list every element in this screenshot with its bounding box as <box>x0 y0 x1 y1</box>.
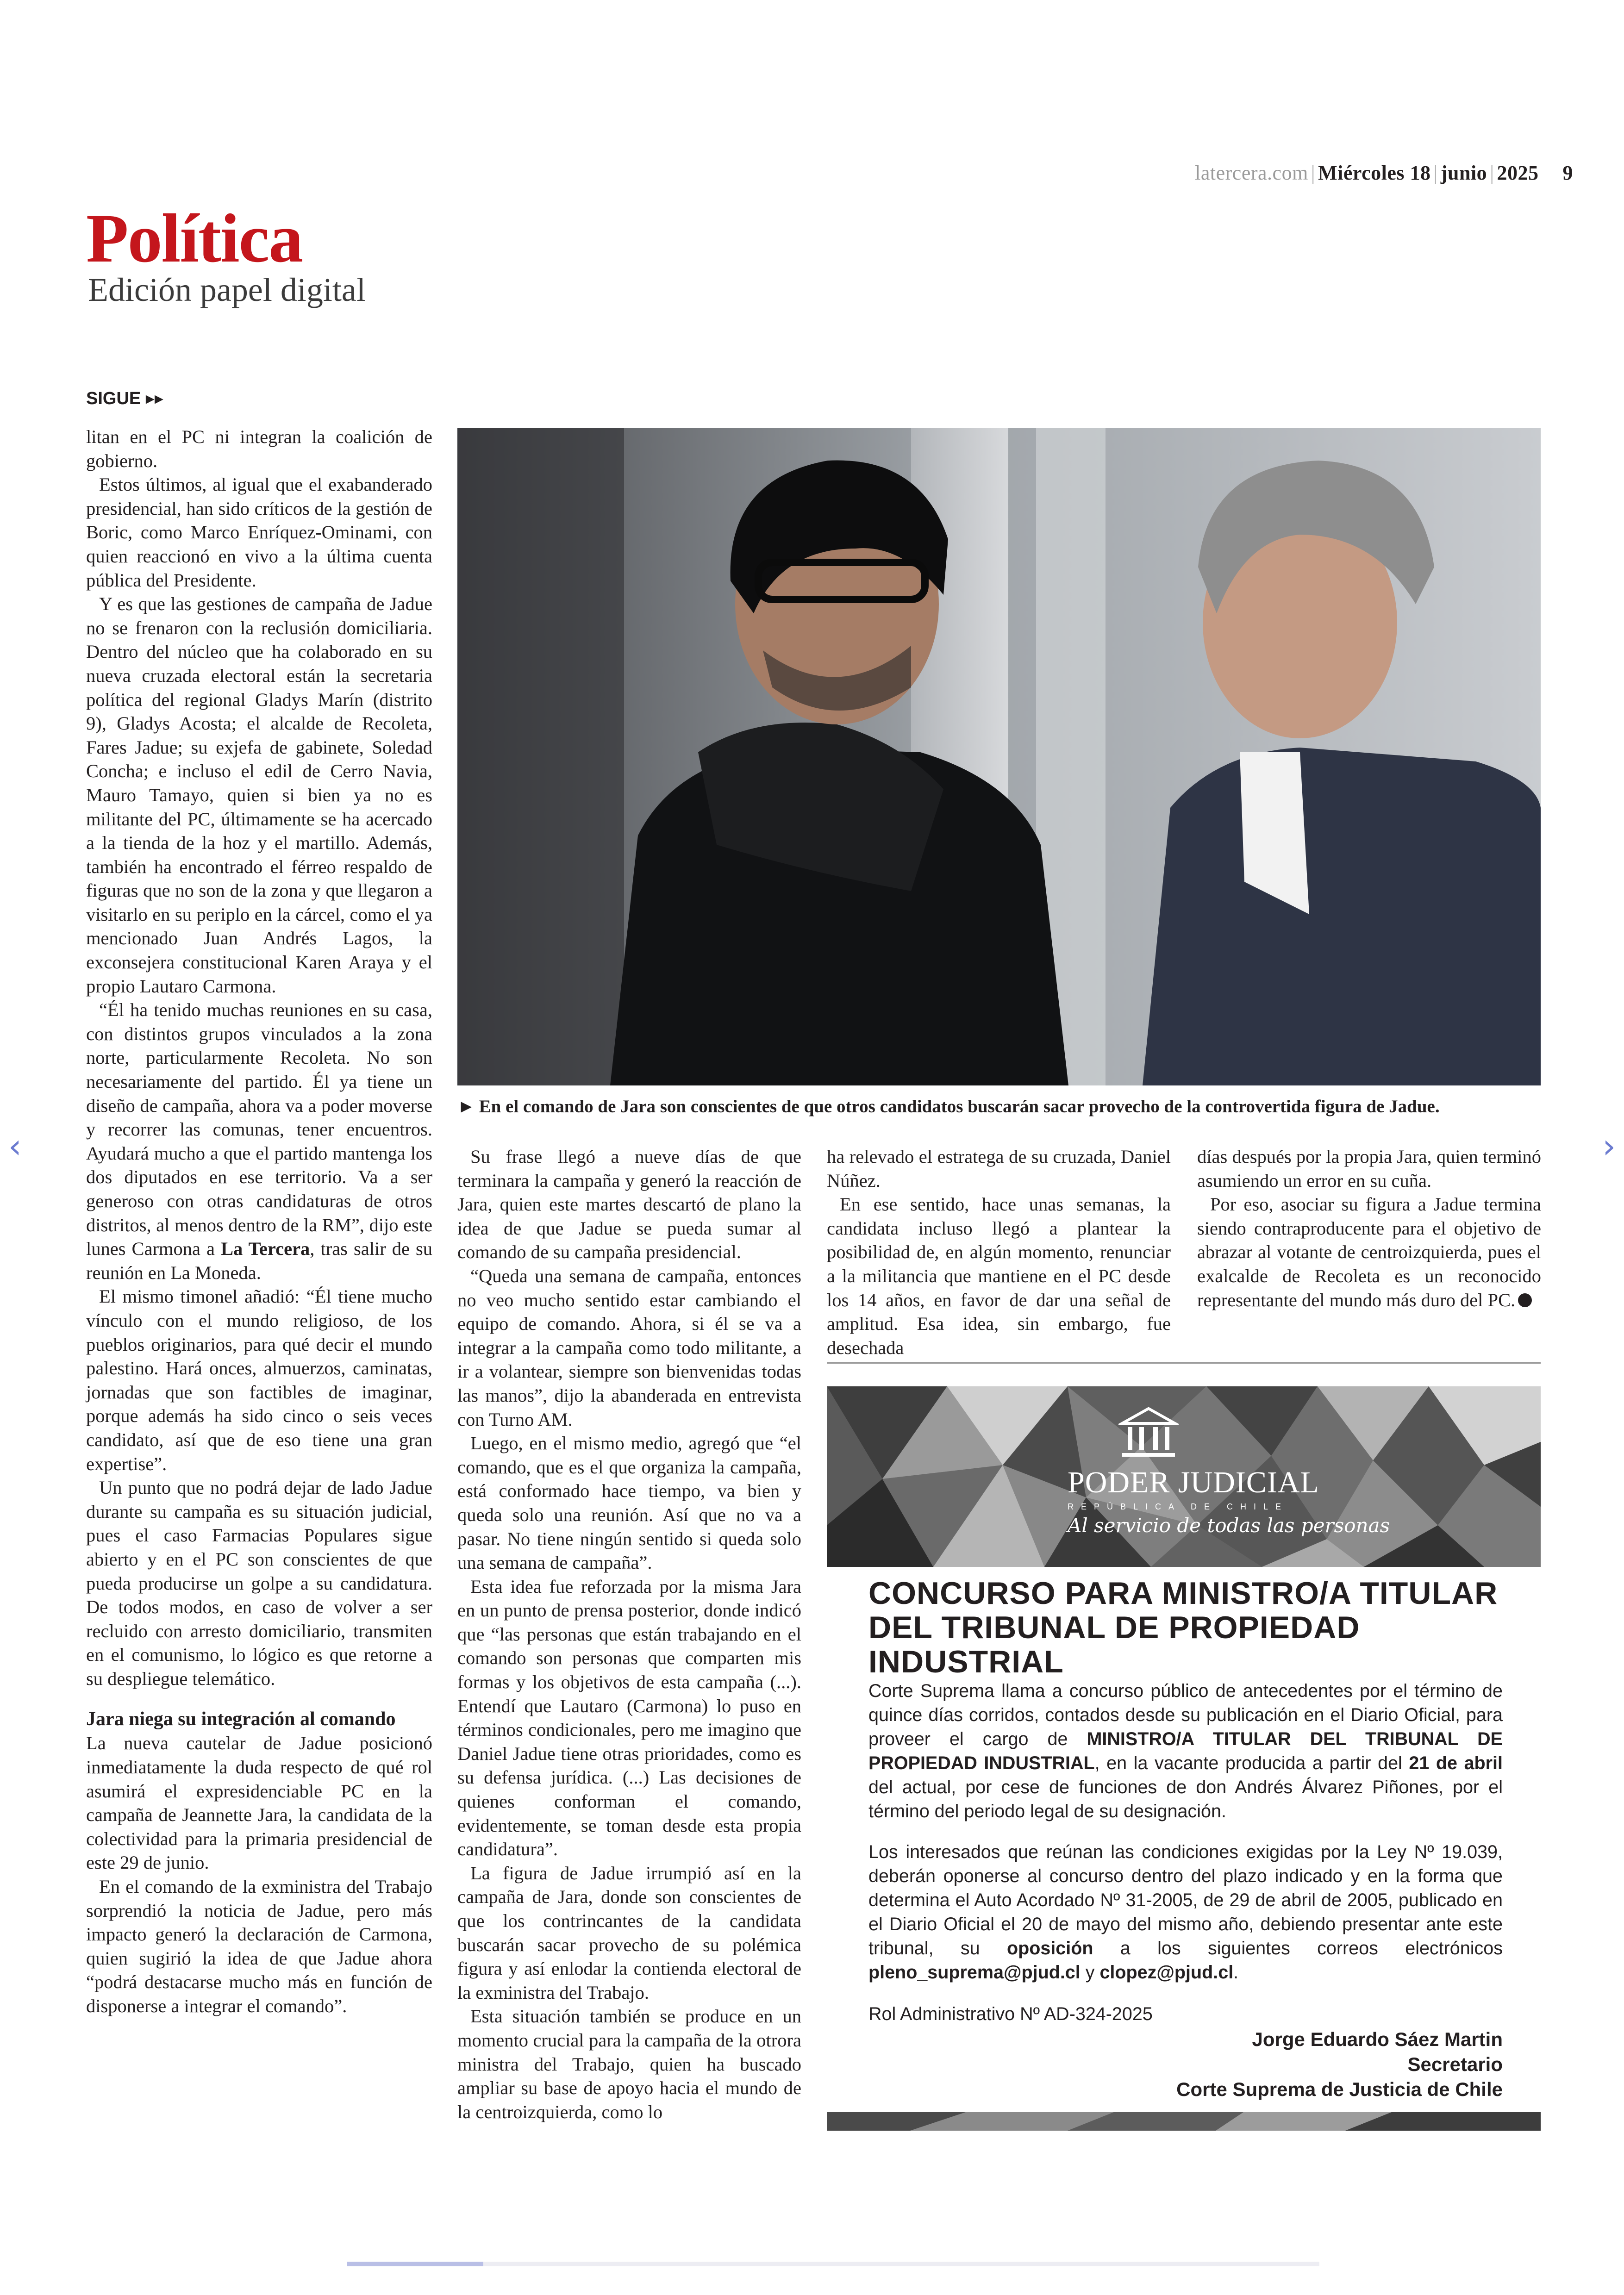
ad-banner <box>827 1386 1541 1567</box>
edition-year: 2025 <box>1497 162 1539 184</box>
edition-month: junio <box>1440 162 1487 184</box>
ad-title-line: DEL TRIBUNAL DE PROPIEDAD INDUSTRIAL <box>868 1610 1360 1679</box>
chevron-left-icon: ‹ <box>8 1127 22 1166</box>
article-column-1 <box>86 425 432 2018</box>
ad-title-line: CONCURSO PARA MINISTRO/A TITULAR <box>868 1576 1498 1611</box>
paragraph: La figura de Jadue irrumpió así en la campaña de Jara, donde son conscientes de que los contrincantes de la candidata buscarán sacar provecho de su polémica figura y así enlodar la contienda electoral de la exministra del Trabajo. <box>457 1862 801 2003</box>
paragraph: días después por la propia Jara, quien terminó asumiendo un error en su cuña. <box>1197 1146 1541 1191</box>
paragraph: Y es que las gestiones de campaña de Jadue no se frenaron con la reclusión domiciliaria. Dentro del núcleo que ha colaborado en su nueva cruzada electoral están la secretaria política del regional Gladys Marín (distrito 9), Gladys Acosta; el alcalde de Recoleta, Fares Jadue; su exjefa de gabinete, Soledad Concha; e incluso el edil de Cerro Navia, Mauro Tamayo, quien si bien ya no es militante del PC, últimamente se ha acercado a la tienda de la hoz y el martillo. Además, también ha encontrado el férreo respaldo de figuras que no son de la zona y que llegaron a visitarlo en su periplo en la cárcel, como el ya mencionado Juan Andrés Lagos, la exconsejera constitucional Karen Araya y el propio Lautaro Carmona. <box>86 593 432 997</box>
photo-caption <box>457 1096 1545 1117</box>
ad-paragraph <box>868 1840 1503 1984</box>
divider <box>827 1362 1541 1364</box>
paragraph: Estos últimos, al igual que el exabanderado presidencial, han sido críticos de la gestión de Boric, como Marco Enríquez-Ominami, con quien reaccionó en vivo a la última cuenta pública del Presidente. <box>86 474 432 591</box>
paragraph: Luego, en el mismo medio, agregó que “el comando, que es el que organiza la campaña, está conformado hace tiempo, va bien y queda solo una reunión. Así que no va a pasar. No tiene ningún sentido si queda solo una semana de campaña”. <box>457 1433 801 1573</box>
ad-date: 21 de abril <box>1409 1753 1503 1773</box>
signer-name: Jorge Eduardo Sáez Martin <box>1252 2028 1503 2050</box>
ad-position: MINISTRO/A TITULAR DEL TRIBUNAL DE PROPIEDAD INDUSTRIAL <box>868 1729 1503 1773</box>
org-motto: Al servicio de todas las personas <box>1068 1514 1390 1537</box>
photo-illustration <box>457 428 1541 1085</box>
previous-page-button[interactable] <box>8 1127 22 1166</box>
geometric-pattern <box>827 2112 1541 2131</box>
ad-footer-band <box>827 2112 1541 2131</box>
email-link[interactable]: pleno_suprema@pjud.cl <box>868 1962 1081 1983</box>
article-column-4 <box>1197 1145 1541 1312</box>
email-link[interactable]: clopez@pjud.cl <box>1099 1962 1234 1983</box>
paragraph: Un punto que no podrá dejar de lado Jadue durante su campaña es su situación judicial, pues el caso Farmacias Populares sigue abierto y en el PC son conscientes de que pueda producirse un golpe a su candidatura. De todos modos, en caso de volver a ser recluido con arresto domiciliario, transmiten en el comunismo, lo lógico es que retorne a su despliegue telemático. <box>86 1477 432 1689</box>
paragraph: Su frase llegó a nueve días de que terminara la campaña y generó la reacción de Jara, quien este martes descartó de plano la idea de que Jadue se pueda sumar al comando de su campaña presidencial. <box>457 1146 801 1263</box>
ad-text: Los interesados que reúnan las condiciones exigidas por la Ley Nº 19.039, deberán oponerse al concurso dentro del plazo indicado y en la forma que determina el Auto Acordado Nº 31-2005, de 29 de abril de 2005, publicado en el Diario Oficial el 20 de mayo del mismo año, debiendo presentar ante este tribunal, su <box>868 1842 1503 1958</box>
ad-text: , en la vacante producida a partir del <box>1094 1753 1409 1773</box>
article-subhead: Jara niega su integración al comando <box>86 1709 396 1730</box>
ad-text: y <box>1080 1962 1100 1983</box>
page-header-meta: latercera.com | Miércoles 18 | junio | 2025 9 <box>1195 162 1573 184</box>
page-scrollbar-thumb[interactable] <box>347 2262 483 2266</box>
paragraph: Esta situación también se produce en un momento crucial para la campaña de la otrora ministra del Trabajo, quien ha buscado ampliar su base de apoyo hacia el mundo de la centroizquierda, como lo <box>457 2006 801 2122</box>
section-subtitle: Edición papel digital <box>88 271 366 308</box>
signer-org: Corte Suprema de Justicia de Chile <box>1176 2078 1503 2100</box>
paragraph-text: “Él ha tenido muchas reuniones en su casa, con distintos grupos vinculados a la zona norte, particularmente Recoleta. No son necesariamente del partido. Él ya tiene un diseño de campaña, ahora va a poder moverse y recorrer las comunas, tener encuentros. Ayudará mucho a que el partido mantenga los dos diputados en ese territorio. Va a ser generoso con otras candidaturas de otros distritos, al menos dentro de la RM”, dijo este lunes Carmona a <box>86 999 432 1260</box>
caption-text: En el comando de Jara son conscientes de que otros candidatos buscarán sacar provecho de la controvertida figura de Jadue. <box>479 1097 1440 1116</box>
paragraph: “Queda una semana de campaña, entonces no veo mucho sentido estar cambiando el equipo de comando. Ahora, si él se va a integrar a la campaña como todo militante, a ir a volantear, siempre son bienvenidas todas las manos”, dijo la abanderada en entrevista con Turno AM. <box>457 1265 801 1430</box>
org-name: PODER JUDICIAL <box>1068 1466 1319 1499</box>
caption-arrow-icon: ► <box>457 1097 475 1116</box>
ad-keyword: oposición <box>1006 1938 1093 1958</box>
paragraph: En ese sentido, hace unas semanas, la candidata incluso llegó a plantear la posibilidad de, en algún momento, renunciar a la militancia que mantiene en el PC desde los 14 años, en favor de dar una señal de amplitud. Esa idea, sin embargo, fue desechada <box>827 1194 1171 1358</box>
chevron-right-icon: › <box>1602 1127 1616 1166</box>
publication-name: La Tercera <box>221 1238 310 1260</box>
ad-text: del actual, por cese de funciones de don Andrés Álvarez Piñones, por el término del periodo legal de su designación. <box>868 1777 1503 1821</box>
ad-text: a los siguientes correos electrónicos <box>1093 1938 1503 1958</box>
paragraph: Esta idea fue reforzada por la misma Jara en un punto de prensa posterior, donde indicó que “las personas que están trabajando en el comando son personas que comparten mis formas y los objetivos de esta campaña (...). Entendí que Lautaro (Carmona) lo puso en términos condicionales, pero me imagino que Daniel Jadue tiene otras prioridades, como es su defensa jurídica. (...) Las decisiones de quienes conforman el comando, evidentemente, se toman desde esta propia candidatura”. <box>457 1576 801 1860</box>
signer-role: Secretario <box>1407 2053 1503 2075</box>
paragraph: litan en el PC ni integran la coalición de gobierno. <box>86 426 432 471</box>
article-column-2 <box>457 1145 801 2124</box>
courthouse-icon <box>1118 1405 1179 1460</box>
paragraph: El mismo timonel añadió: “Él tiene mucho vínculo con el mundo religioso, de los pueblos originarios, para qué decir el mundo palestino. Hará onces, almuerzos, caminatas, jornadas que son factibles de imaginar, porque además ha sido cinco o seis veces candidato, así que de eso tiene una gran expertise”. <box>86 1286 432 1474</box>
page-number: 9 <box>1562 162 1573 184</box>
paragraph: En el comando de la exministra del Trabajo sorprendió la noticia de Jadue, pero más impacto generó la declaración de Carmona, quien sugirió la idea de que Jadue ahora “podrá destacarse mucho más en función de disponerse a integrar el comando”. <box>86 1876 432 2016</box>
ad-paragraph <box>868 1679 1503 1823</box>
article-photo <box>457 428 1541 1085</box>
paragraph: ha relevado el estratega de su cruzada, Daniel Núñez. <box>827 1146 1171 1191</box>
legal-notice-ad <box>827 1386 1541 2131</box>
paragraph <box>1197 1192 1541 1312</box>
paragraph: La nueva cautelar de Jadue posicionó inmediatamente la duda respecto de qué rol asumirá el expresidenciable PC en la campaña de Jeannette Jara, la candidata de la colectividad para la primaria presidencial de este 29 de junio. <box>86 1733 432 1873</box>
ad-signature <box>1040 2027 1503 2102</box>
next-page-button[interactable] <box>1602 1127 1616 1166</box>
section-title: Política <box>86 200 303 277</box>
edition-date: Miércoles 18 <box>1318 162 1431 184</box>
paragraph-text: , tras salir de su reunión en La Moneda. <box>86 1238 432 1283</box>
end-mark-icon <box>1518 1293 1532 1307</box>
page-scrollbar[interactable] <box>347 2262 1319 2266</box>
paragraph-text: Por eso, asociar su figura a Jadue termina siendo contraproducente para el objetivo de abrazar al votante de centroizquierda, pues el exalcalde de Recoleta es un reconocido representante del mundo más duro del PC. <box>1197 1194 1541 1310</box>
ad-text: . <box>1233 1962 1239 1983</box>
site-name[interactable]: latercera.com <box>1195 162 1308 184</box>
continue-label: SIGUE ▸▸ <box>86 389 163 408</box>
ad-title <box>868 1576 1503 1679</box>
ad-reference: Rol Administrativo Nº AD-324-2025 <box>868 2004 1153 2024</box>
article-column-3 <box>827 1145 1171 1360</box>
ad-text: Corte Suprema llama a concurso público de antecedentes por el término de quince días corridos, contados desde su publicación en el Diario Oficial, para proveer el cargo de <box>868 1681 1503 1749</box>
org-country: REPÚBLICA DE CHILE <box>1068 1502 1289 1511</box>
paragraph <box>86 998 432 1285</box>
